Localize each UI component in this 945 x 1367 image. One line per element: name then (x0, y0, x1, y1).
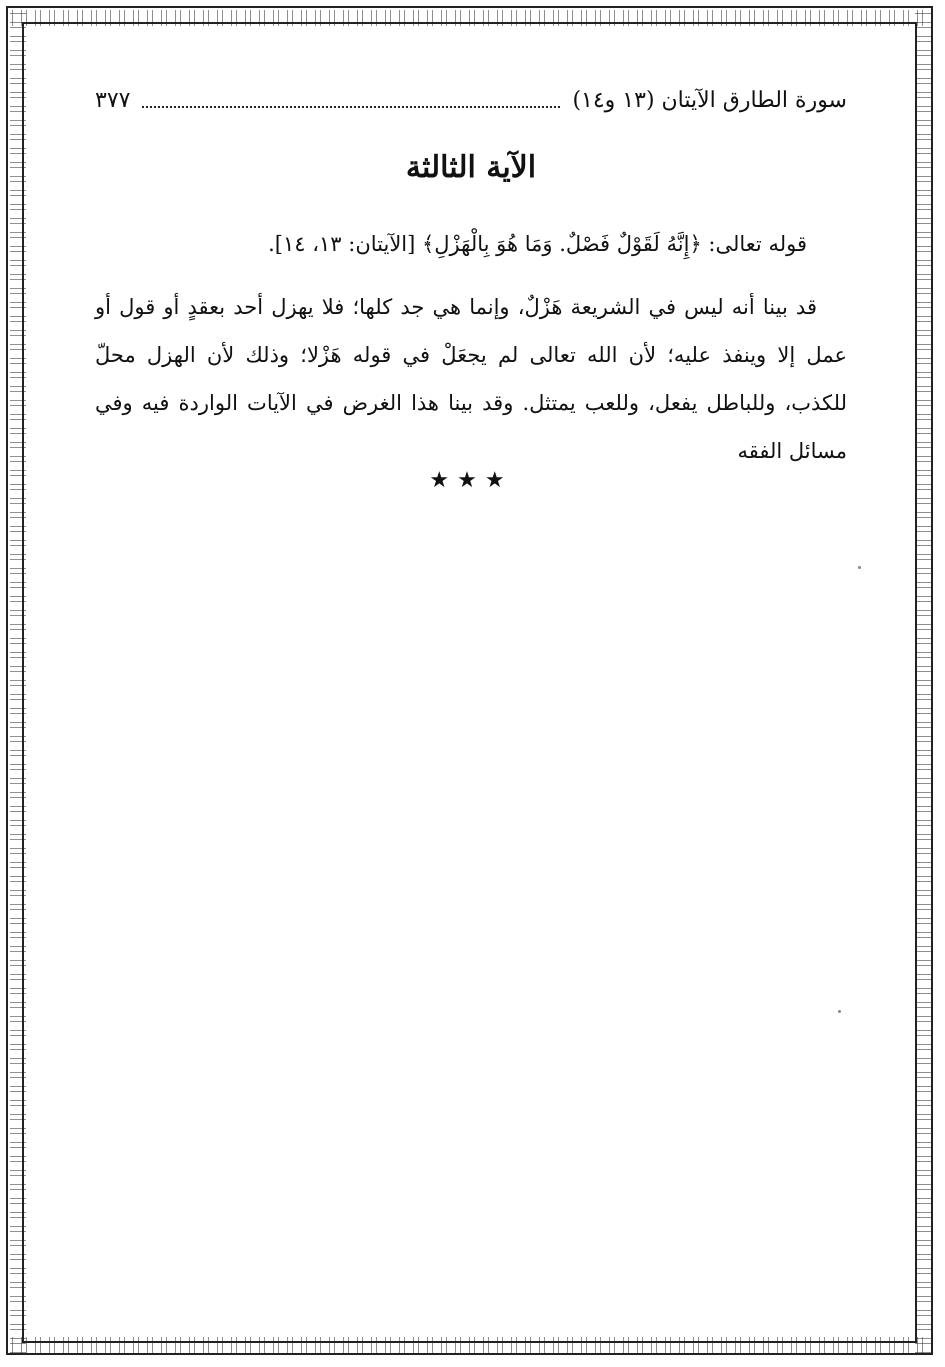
body-paragraph (95, 283, 847, 475)
page-header (95, 82, 847, 118)
page-frame-inner (22, 22, 917, 1343)
page-number: ٣٧٧ (95, 87, 131, 113)
dotted-leader (142, 92, 560, 108)
section-heading: الآية الثالثة (405, 150, 537, 185)
running-title: سورة الطارق الآيتان (١٣ و١٤) (572, 87, 847, 113)
scan-speck (858, 566, 861, 569)
verse-citation: قوله تعالى: ﴿إِنَّهُ لَقَوْلٌ فَصْلٌ. وَمَا هُوَ بِالْهَزْلِ﴾ [الآيتان: ١٣، ١٤]. (268, 232, 807, 256)
body-paragraph-text: قد بينا أنه ليس في الشريعة هَزْلٌ، وإنما هي جد كلها؛ فلا يهزل أحد بعقدٍ أو قول أو عمل إلا وينفذ عليه؛ لأن الله تعالى لم يجعَلْ في قوله هَزْلا؛ وذلك لأن الهزل محلّ للكذب، وللباطل يفعل، وللعب يمتثل. وقد بينا هذا الغرض في الآيات الواردة فيه وفي مسائل الفقه (95, 295, 847, 463)
section-separator: ★★★ (429, 468, 513, 493)
scan-speck (838, 1010, 841, 1013)
